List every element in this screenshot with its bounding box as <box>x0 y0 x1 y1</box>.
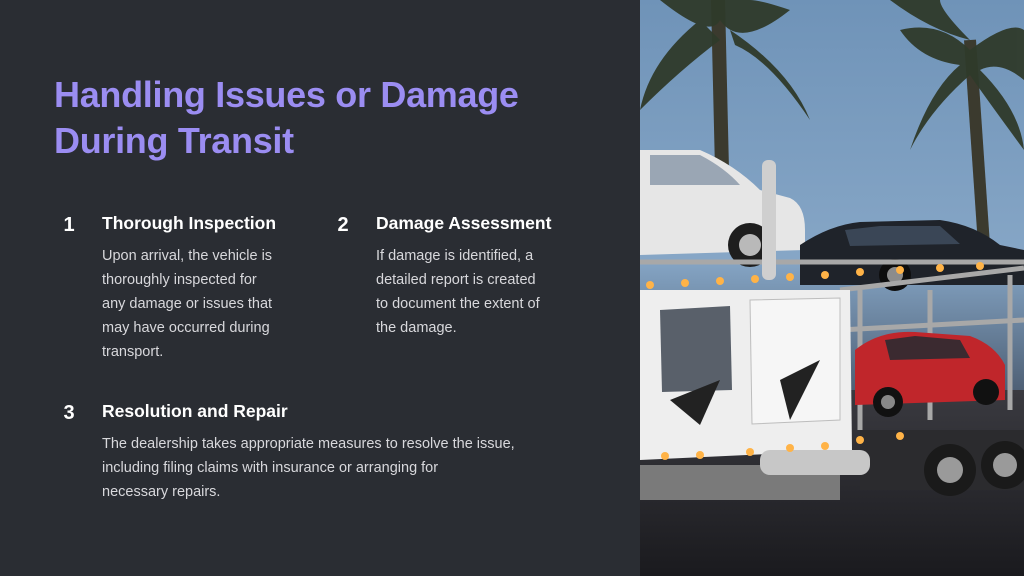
step-title: Damage Assessment <box>376 213 552 233</box>
title-line: Handling Issues or Damage <box>54 74 519 115</box>
step-description-line: If damage is identified, a <box>376 248 534 264</box>
step-description <box>102 244 314 364</box>
step-number: 2 <box>337 214 349 236</box>
step-description-line: any damage or issues that <box>102 296 273 312</box>
step-description-line: may have occurred during <box>102 320 270 336</box>
step-description-line: necessary repairs. <box>102 484 221 500</box>
step-description <box>102 432 602 504</box>
step-description-line: detailed report is created <box>376 272 536 288</box>
step-number: 3 <box>63 402 75 424</box>
step-number: 1 <box>63 214 75 236</box>
step-description-line: to document the extent of <box>376 296 540 312</box>
step-title: Resolution and Repair <box>102 401 288 421</box>
step-description-line: thoroughly inspected for <box>102 272 257 288</box>
step-description-line: the damage. <box>376 320 457 336</box>
step-description <box>376 244 588 340</box>
car-carrier-truck-photo <box>640 0 1024 576</box>
step-title: Thorough Inspection <box>102 213 277 233</box>
step-description-line: including filing claims with insurance or arranging for <box>102 460 439 476</box>
slide-title <box>54 72 614 164</box>
step-description-line: The dealership takes appropriate measures to resolve the issue, <box>102 436 515 452</box>
title-line: During Transit <box>54 120 294 161</box>
step-description-line: Upon arrival, the vehicle is <box>102 248 273 264</box>
step-description-line: transport. <box>102 344 164 360</box>
